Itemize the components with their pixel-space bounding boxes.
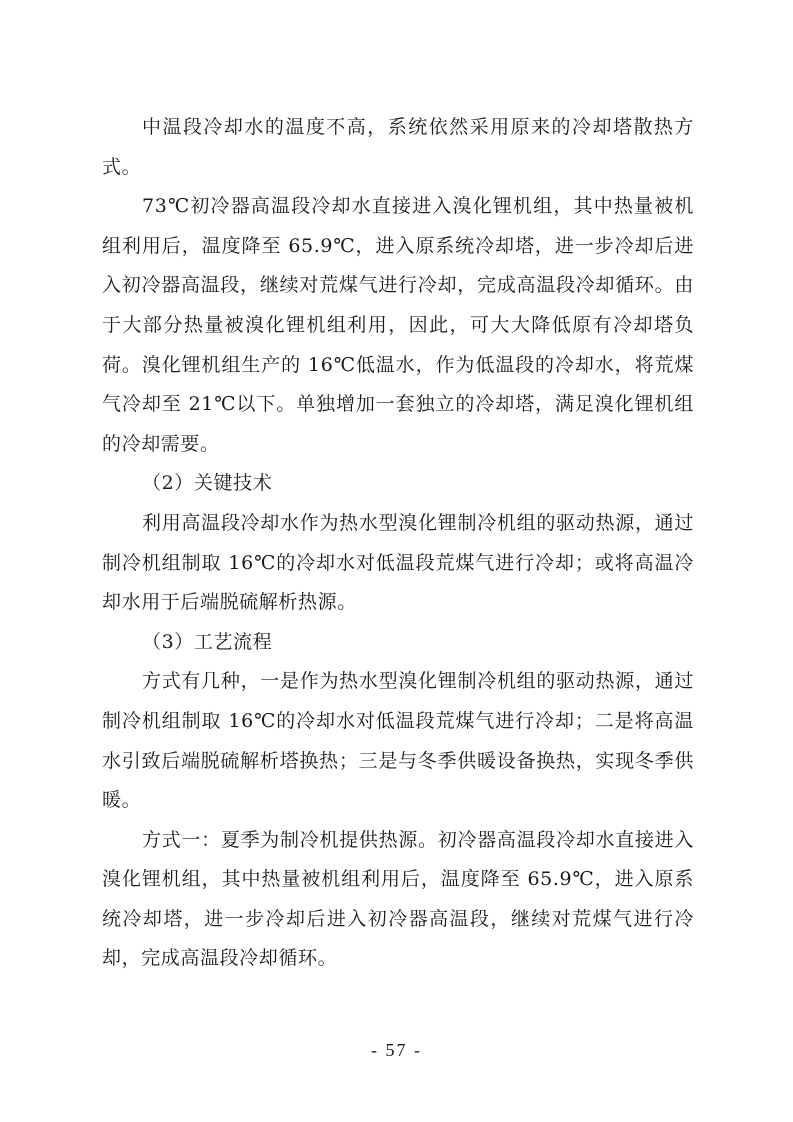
section-heading-process-flow: （3）工艺流程 bbox=[142, 630, 273, 653]
paragraph-process-flow: 方式有几种，一是作为热水型溴化锂制冷机组的驱动热源，通过制冷机组制取 16℃的冷却水对低温段荒煤气进行冷却；二是将高温水引致后端脱硫解析塔换热；三是与冬季供暖设备换热，实现冬季供暖。 bbox=[102, 670, 694, 812]
paragraph-intro: 中温段冷却水的温度不高，系统依然采用原来的冷却塔散热方式。 bbox=[102, 116, 694, 178]
section-heading-key-technology: （2）关键技术 bbox=[142, 472, 273, 495]
paragraph-method-one: 方式一：夏季为制冷机提供热源。初冷器高温段冷却水直接进入溴化锂机组，其中热量被机组利用后，温度降至 65.9℃，进入原系统冷却塔，进一步冷却后进入初冷器高温段，继续对荒煤气进行冷却，完成高温段冷却循环。 bbox=[102, 828, 694, 970]
page-body bbox=[102, 108, 694, 979]
page-number: - 57 - bbox=[371, 1040, 422, 1060]
paragraph-key-technology: 利用高温段冷却水作为热水型溴化锂制冷机组的驱动热源，通过制冷机组制取 16℃的冷却水对低温段荒煤气进行冷却；或将高温冷却水用于后端脱硫解析热源。 bbox=[102, 511, 694, 614]
paragraph-process-description: 73℃初冷器高温段冷却水直接进入溴化锂机组，其中热量被机组利用后，温度降至 65.9℃，进入原系统冷却塔，进一步冷却后进入初冷器高温段，继续对荒煤气进行冷却，完成高温段冷却循环。由于大部分热量被溴化锂机组利用，因此，可大大降低原有冷却塔负荷。溴化锂机组生产的 16℃低温水，作为低温段的冷却水，将荒煤气冷却至 21℃以下。单独增加一套独立的冷却塔，满足溴化锂机组的冷却需要。 bbox=[102, 195, 694, 455]
